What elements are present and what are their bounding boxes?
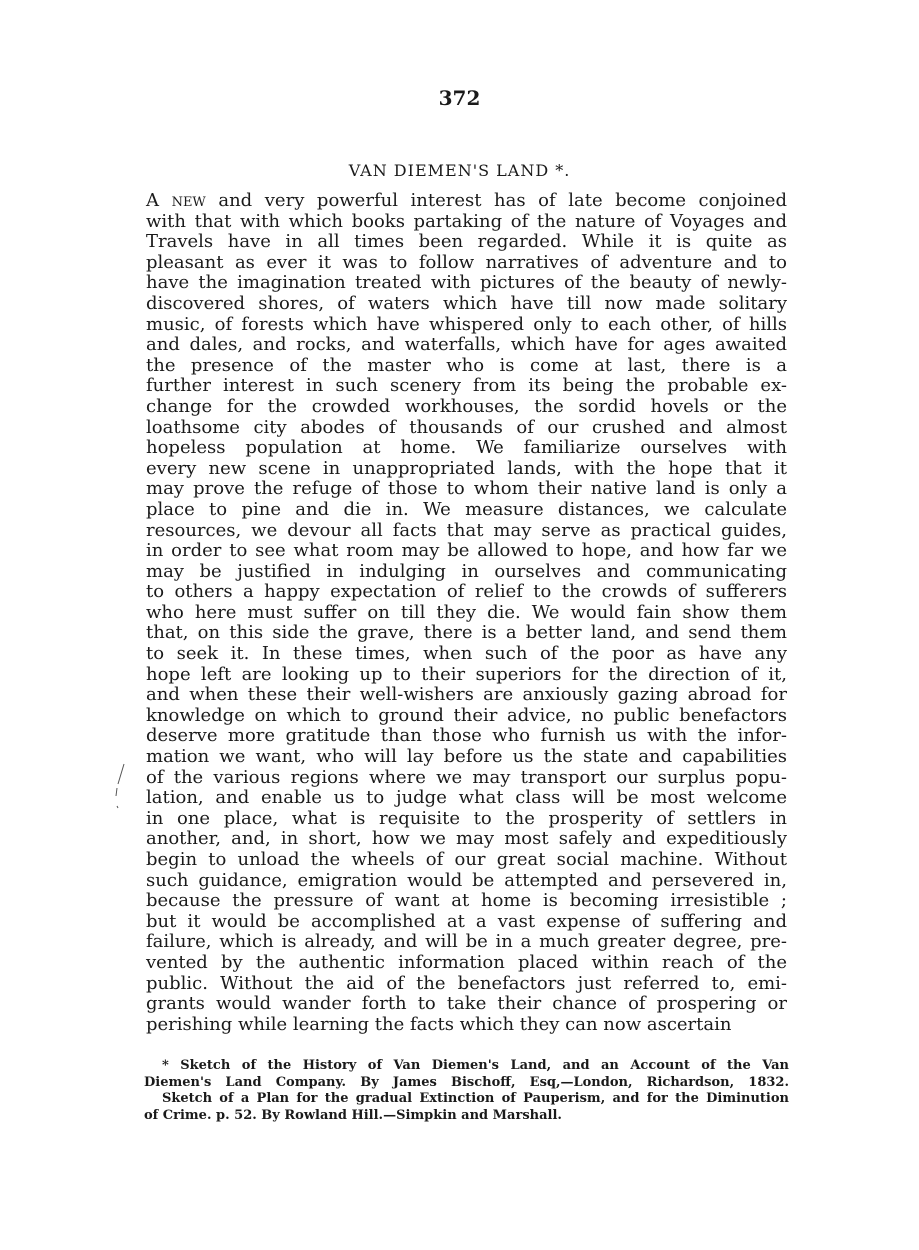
- body-line: knowledge on which to ground their advice, no public benefactors: [146, 704, 787, 726]
- body-line: to others a happy expectation of relief to the crowds of sufferers: [146, 581, 787, 603]
- body-line: Travels have in all times been regarded. While it is quite as: [146, 231, 787, 253]
- body-line: in one place, what is requisite to the prosperity of settlers in: [146, 807, 787, 829]
- body-line: public. Without the aid of the benefactors just referred to, emi-: [146, 972, 787, 994]
- body-line: that, on this side the grave, there is a better land, and send them: [146, 622, 787, 644]
- article-title: VAN DIEMEN'S LAND *.: [348, 161, 571, 180]
- footnotes: [144, 1058, 789, 1124]
- body-line: mation we want, who will lay before us the state and capabilities: [146, 746, 787, 768]
- body-line: A new and very powerful interest has of late become conjoined: [146, 190, 787, 211]
- body-line: perishing while learning the facts which they can now ascertain: [146, 1013, 732, 1035]
- margin-pencil-mark: [112, 762, 132, 812]
- body-line: have the imagination treated with pictures of the beauty of newly-: [146, 272, 787, 294]
- footnote-line: * Sketch of the History of Van Diemen's Land, and an Account of the Van: [162, 1058, 789, 1073]
- body-line: hopeless population at home. We familiarize ourselves with: [146, 437, 787, 459]
- body-line: every new scene in unappropriated lands, with the hope that it: [146, 457, 787, 479]
- body-line: place to pine and die in. We measure distances, we calculate: [146, 498, 787, 520]
- body-line: and dales, and rocks, and waterfalls, which have for ages awaited: [146, 334, 787, 356]
- body-line: resources, we devour all facts that may serve as practical guides,: [146, 519, 787, 541]
- body-text: [146, 191, 787, 1035]
- body-line: but it would be accomplished at a vast expense of suffering and: [146, 910, 787, 932]
- body-line: may prove the refuge of those to whom their native land is only a: [146, 478, 787, 500]
- body-line: another, and, in short, how we may most safely and expeditiously: [146, 828, 787, 850]
- body-line: hope left are looking up to their superiors for the direction of it,: [146, 663, 787, 685]
- body-line: may be justified in indulging in ourselves and communicating: [146, 560, 787, 582]
- body-line: loathsome city abodes of thousands of our crushed and almost: [146, 416, 787, 438]
- body-line: the presence of the master who is come at last, there is a: [146, 354, 787, 376]
- footnote-line: of Crime. p. 52. By Rowland Hill.—Simpkin and Marshall.: [144, 1107, 562, 1123]
- body-line: further interest in such scenery from its being the probable ex-: [146, 375, 787, 397]
- body-line: deserve more gratitude than those who furnish us with the infor-: [146, 725, 787, 747]
- body-line: music, of forests which have whispered only to each other, of hills: [146, 313, 787, 335]
- footnote-line: Sketch of a Plan for the gradual Extinction of Pauperism, and for the Diminution: [162, 1091, 789, 1106]
- body-line: lation, and enable us to judge what class will be most welcome: [146, 787, 787, 809]
- body-line: discovered shores, of waters which have till now made solitary: [146, 292, 787, 314]
- body-line: because the pressure of want at home is becoming irresistible ;: [146, 890, 787, 912]
- body-line: failure, which is already, and will be in a much greater degree, pre-: [146, 931, 787, 953]
- footnote-line: Diemen's Land Company. By James Bischoff, Esq,—London, Richardson, 1832.: [144, 1074, 789, 1090]
- body-line: in order to see what room may be allowed to hope, and how far we: [146, 540, 787, 562]
- body-line: vented by the authentic information placed within reach of the: [146, 951, 787, 973]
- body-line: with that with which books partaking of the nature of Voyages and: [146, 210, 787, 232]
- body-line: such guidance, emigration would be attempted and persevered in,: [146, 869, 787, 891]
- page-number: 372: [438, 86, 481, 110]
- body-line: grants would wander forth to take their chance of prospering or: [146, 993, 787, 1015]
- body-line: and when these their well-wishers are anxiously gazing abroad for: [146, 684, 787, 706]
- body-line: change for the crowded workhouses, the sordid hovels or the: [146, 395, 787, 417]
- body-line: of the various regions where we may transport our surplus popu-: [146, 766, 787, 788]
- body-line: to seek it. In these times, when such of the poor as have any: [146, 643, 787, 665]
- body-line: who here must suffer on till they die. We would fain show them: [146, 601, 787, 623]
- body-line: pleasant as ever it was to follow narratives of adventure and to: [146, 251, 787, 273]
- body-line: begin to unload the wheels of our great social machine. Without: [146, 849, 787, 870]
